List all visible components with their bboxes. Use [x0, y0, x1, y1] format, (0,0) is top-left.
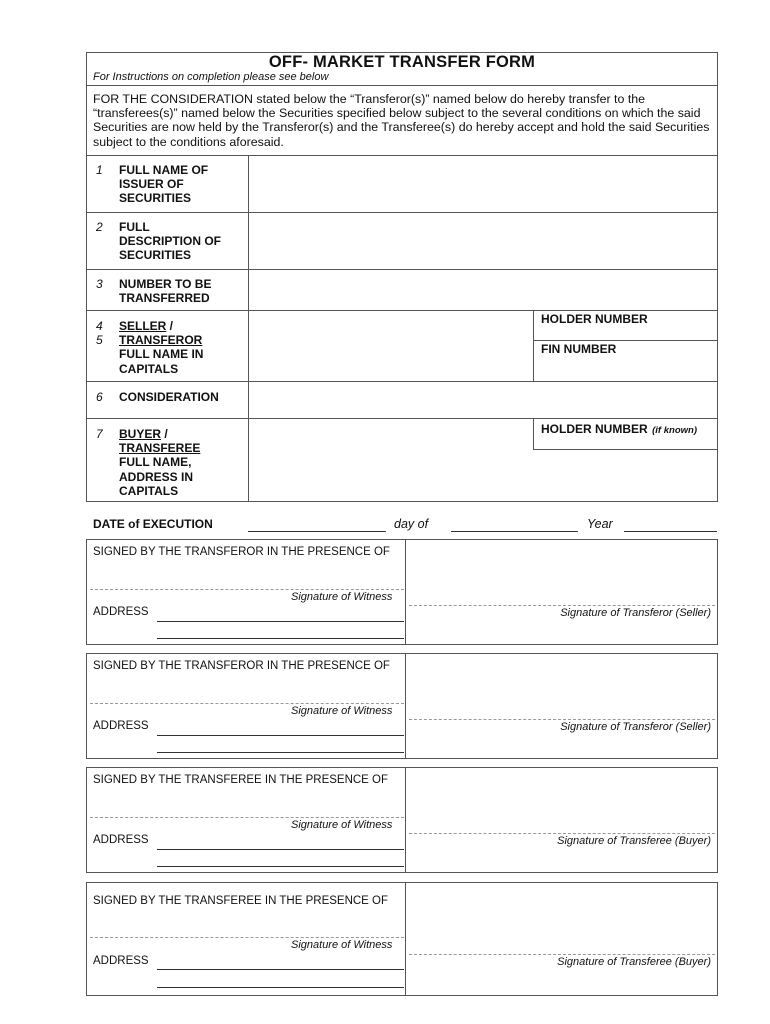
signature-column-divider: [405, 882, 406, 996]
buyer-name-address-field[interactable]: [249, 419, 533, 501]
title-divider: [86, 85, 718, 86]
seller-fin-number-label: FIN NUMBER: [541, 342, 617, 356]
section-4-transferee-signature-field[interactable]: [409, 888, 715, 954]
section-1-witness-signature-field[interactable]: [90, 562, 404, 589]
section-3-witness-caption: Signature of Witness: [291, 819, 393, 831]
buyer-label: BUYER / TRANSFEREE FULL NAME, ADDRESS IN CAPITALS: [119, 427, 201, 498]
section-4-heading: SIGNED BY THE TRANSFEREE IN THE PRESENCE OF: [93, 895, 389, 907]
section-2-heading: SIGNED BY THE TRANSFEROR IN THE PRESENCE OF: [93, 660, 390, 672]
execution-month-field[interactable]: [451, 514, 578, 531]
signature-column-divider: [405, 653, 406, 759]
year-text: Year: [587, 517, 613, 531]
holder-bottom-divider: [533, 449, 718, 450]
witness-signature-line: [90, 817, 404, 818]
witness-signature-line: [90, 589, 404, 590]
party-signature-line: [409, 605, 715, 606]
consideration-label: CONSIDERATION: [119, 390, 219, 404]
seller-holder-number-field[interactable]: [534, 326, 717, 340]
form-title: OFF- MARKET TRANSFER FORM: [268, 53, 536, 71]
section-1-address-field[interactable]: [157, 605, 404, 638]
row-number-6: 6: [96, 390, 103, 404]
section-4-party-caption: Signature of Transferee (Buyer): [557, 956, 711, 968]
section-1-transferor-signature-field[interactable]: [409, 545, 715, 605]
witness-signature-line: [90, 703, 404, 704]
signature-column-divider: [405, 767, 406, 873]
seller-label: SELLER / TRANSFEROR FULL NAME IN CAPITALS: [119, 319, 204, 376]
section-4-address-label: ADDRESS: [93, 955, 149, 967]
instructions-note: For Instructions on completion please see below: [93, 71, 329, 83]
section-3-witness-signature-field[interactable]: [90, 790, 404, 817]
section-2-party-caption: Signature of Transferor (Seller): [560, 721, 711, 733]
consideration-field[interactable]: [249, 382, 717, 418]
securities-description-field[interactable]: [249, 213, 717, 269]
seller-fin-number-field[interactable]: [534, 357, 717, 380]
row-number-5: 5: [96, 333, 103, 347]
section-4-address-field[interactable]: [157, 954, 404, 987]
section-3-party-caption: Signature of Transferee (Buyer): [557, 835, 711, 847]
section-4-witness-caption: Signature of Witness: [291, 939, 393, 951]
address-line: [157, 866, 404, 867]
party-signature-line: [409, 954, 715, 955]
signature-column-divider: [405, 539, 406, 645]
address-line: [157, 638, 404, 639]
row-number-2: 2: [96, 220, 103, 234]
seller-name-field[interactable]: [249, 311, 533, 381]
seller-holder-number-label: HOLDER NUMBER: [541, 312, 648, 326]
description-label: FULL DESCRIPTION OF SECURITIES: [119, 220, 222, 263]
address-line: [157, 752, 404, 753]
issuer-name-field[interactable]: [249, 156, 717, 212]
row-number-4: 4: [96, 319, 103, 333]
holder-fin-divider: [533, 340, 718, 341]
section-1-address-label: ADDRESS: [93, 606, 149, 618]
section-2-address-field[interactable]: [157, 719, 404, 752]
row-number-1: 1: [96, 163, 103, 177]
issuer-label: FULL NAME OF ISSUER OF SECURITIES: [119, 163, 209, 206]
number-to-transfer-label: NUMBER TO BE TRANSFERRED: [119, 277, 212, 306]
party-signature-line: [409, 719, 715, 720]
row-number-3: 3: [96, 277, 103, 291]
section-2-address-label: ADDRESS: [93, 720, 149, 732]
execution-day-line: [248, 531, 386, 532]
section-1-party-caption: Signature of Transferor (Seller): [560, 607, 711, 619]
day-of-text: day of: [394, 517, 429, 531]
section-1-witness-caption: Signature of Witness: [291, 591, 393, 603]
address-line: [157, 987, 404, 988]
section-1-heading: SIGNED BY THE TRANSFEROR IN THE PRESENCE OF: [93, 546, 390, 558]
number-to-transfer-field[interactable]: [249, 270, 717, 310]
execution-year-line: [624, 531, 717, 532]
section-2-witness-caption: Signature of Witness: [291, 705, 393, 717]
party-signature-line: [409, 833, 715, 834]
execution-year-field[interactable]: [624, 514, 717, 531]
section-2-witness-signature-field[interactable]: [90, 676, 404, 703]
buyer-holder-number-label: HOLDER NUMBER (if known): [541, 422, 697, 436]
buyer-holder-number-field[interactable]: [534, 434, 717, 448]
section-3-heading: SIGNED BY THE TRANSFEREE IN THE PRESENCE OF: [93, 774, 389, 786]
section-3-address-field[interactable]: [157, 833, 404, 866]
execution-month-line: [451, 531, 578, 532]
section-3-address-label: ADDRESS: [93, 834, 149, 846]
section-2-transferor-signature-field[interactable]: [409, 659, 715, 719]
execution-day-field[interactable]: [248, 514, 386, 531]
section-3-transferee-signature-field[interactable]: [409, 773, 715, 833]
witness-signature-line: [90, 937, 404, 938]
section-4-witness-signature-field[interactable]: [90, 910, 404, 937]
row-number-7: 7: [96, 427, 103, 441]
date-of-execution-label: DATE of EXECUTION: [93, 517, 213, 531]
preamble-text: FOR THE CONSIDERATION stated below the “Transferor(s)” named below do hereby transfer to the “transferees(s)” named below the Securities specified below subject to the several conditions on which the said Securities are now held by the Transferor(s) and the Transferee(s) do hereby accept and hold the said Securities subject to the conditions aforesaid.: [93, 92, 710, 149]
